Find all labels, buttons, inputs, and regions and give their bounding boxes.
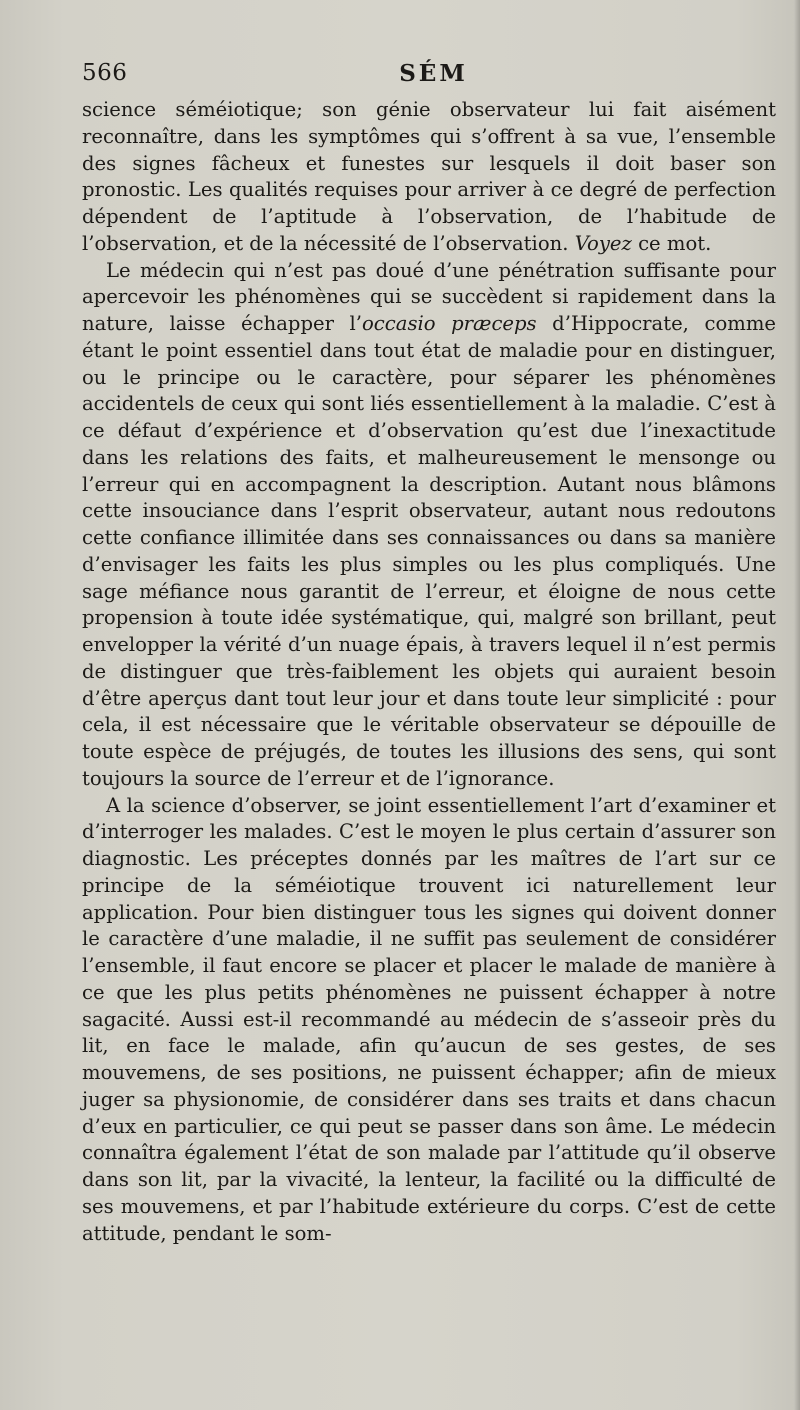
running-title: SÉM	[399, 60, 468, 87]
paragraph	[82, 258, 776, 793]
running-head	[82, 60, 745, 94]
paragraph	[82, 97, 776, 258]
paragraph	[82, 793, 776, 1248]
latin-phrase: occasio præceps	[362, 312, 537, 335]
paragraph-text: science séméiotique; son génie observateur lui fait aisément reconnaître, dans les symptômes qui s’offrent à sa vue, l’ensemble des signes fâcheux et funestes sur lesquels il doit baser son pronostic. Les qualités requises pour arriver à ce degré de perfection dépendent de l’aptitude à l’observation, de l’habitude de l’observation, et de la nécessité de l’observation.	[82, 98, 776, 255]
cross-reference: Voyez	[574, 231, 632, 255]
body-text	[82, 97, 776, 1247]
paragraph-text: A la science d’observer, se joint essentiellement l’art d’examiner et d’interroger les malades. C’est le moyen le plus certain d’assurer son diagnostic. Les préceptes donnés par les maîtres de l’art sur ce principe de la séméiotique trouvent ici naturellement leur application. Pour bien distinguer tous les signes qui doivent donner le caractère d’une maladie, il ne suffit pas seulement de considérer l’ensemble, il faut encore se placer et placer le malade de manière à ce que les plus petits phénomènes ne puissent échapper à notre sagacité. Aussi est-il recommandé au médecin de s’asseoir près du lit, en face le malade, afin qu’aucun de ses gestes, de ses mouvemens, de ses positions, ne puissent échapper; afin de mieux juger sa physionomie, de considérer dans ses traits et dans chacun d’eux en particulier, ce qui peut se passer dans son âme. Le médecin connaîtra également l’état de son malade par l’attitude qu’il observe dans son lit, par la vivacité, la lenteur, la facilité ou la difficulté de ses mouvemens, et par l’habitude extérieure du corps. C’est de cette attitude, pendant le som-	[82, 793, 776, 1245]
page-edge-shadow	[794, 0, 800, 1410]
page-number: 566	[82, 60, 128, 86]
paragraph-text: Le médecin qui n’est pas doué d’une pénétration suffisante pour apercevoir les phénomènes qui se succèdent si rapidement dans la nature, laisse échapper l’	[82, 258, 776, 335]
paragraph-text-end: d’Hippocrate, comme étant le point essentiel dans tout état de maladie pour en distinguer, ou le principe ou le caractère, pour séparer les phénomènes accidentels de ceux qui sont liés essentiellement à la maladie. C’est à ce défaut d’expérience et d’observation qu’est due l’inexactitude dans les relations des faits, et malheureusement le mensonge ou l’erreur qui en accompagnent la description. Autant nous blâmons cette insouciance dans l’esprit observateur, autant nous redoutons cette confiance illimitée dans ses connaissances ou dans sa manière d’envisager les faits les plus simples ou les plus compliqués. Une sage méfiance nous garantit de l’erreur, et éloigne de nous cette propension à toute idée systématique, qui, malgré son brillant, peut envelopper la vérité d’un nuage épais, à travers lequel il n’est permis de distinguer que très-faiblement les objets qui auraient besoin d’être aperçus dant tout leur jour et dans toute leur simplicité : pour cela, il est nécessaire que le véritable observateur se dépouille de toute espèce de préjugés, de toutes les illusions des sens, qui sont toujours la source de l’erreur et de l’ignorance.	[82, 312, 776, 790]
paragraph-text-end: ce mot.	[631, 231, 712, 255]
